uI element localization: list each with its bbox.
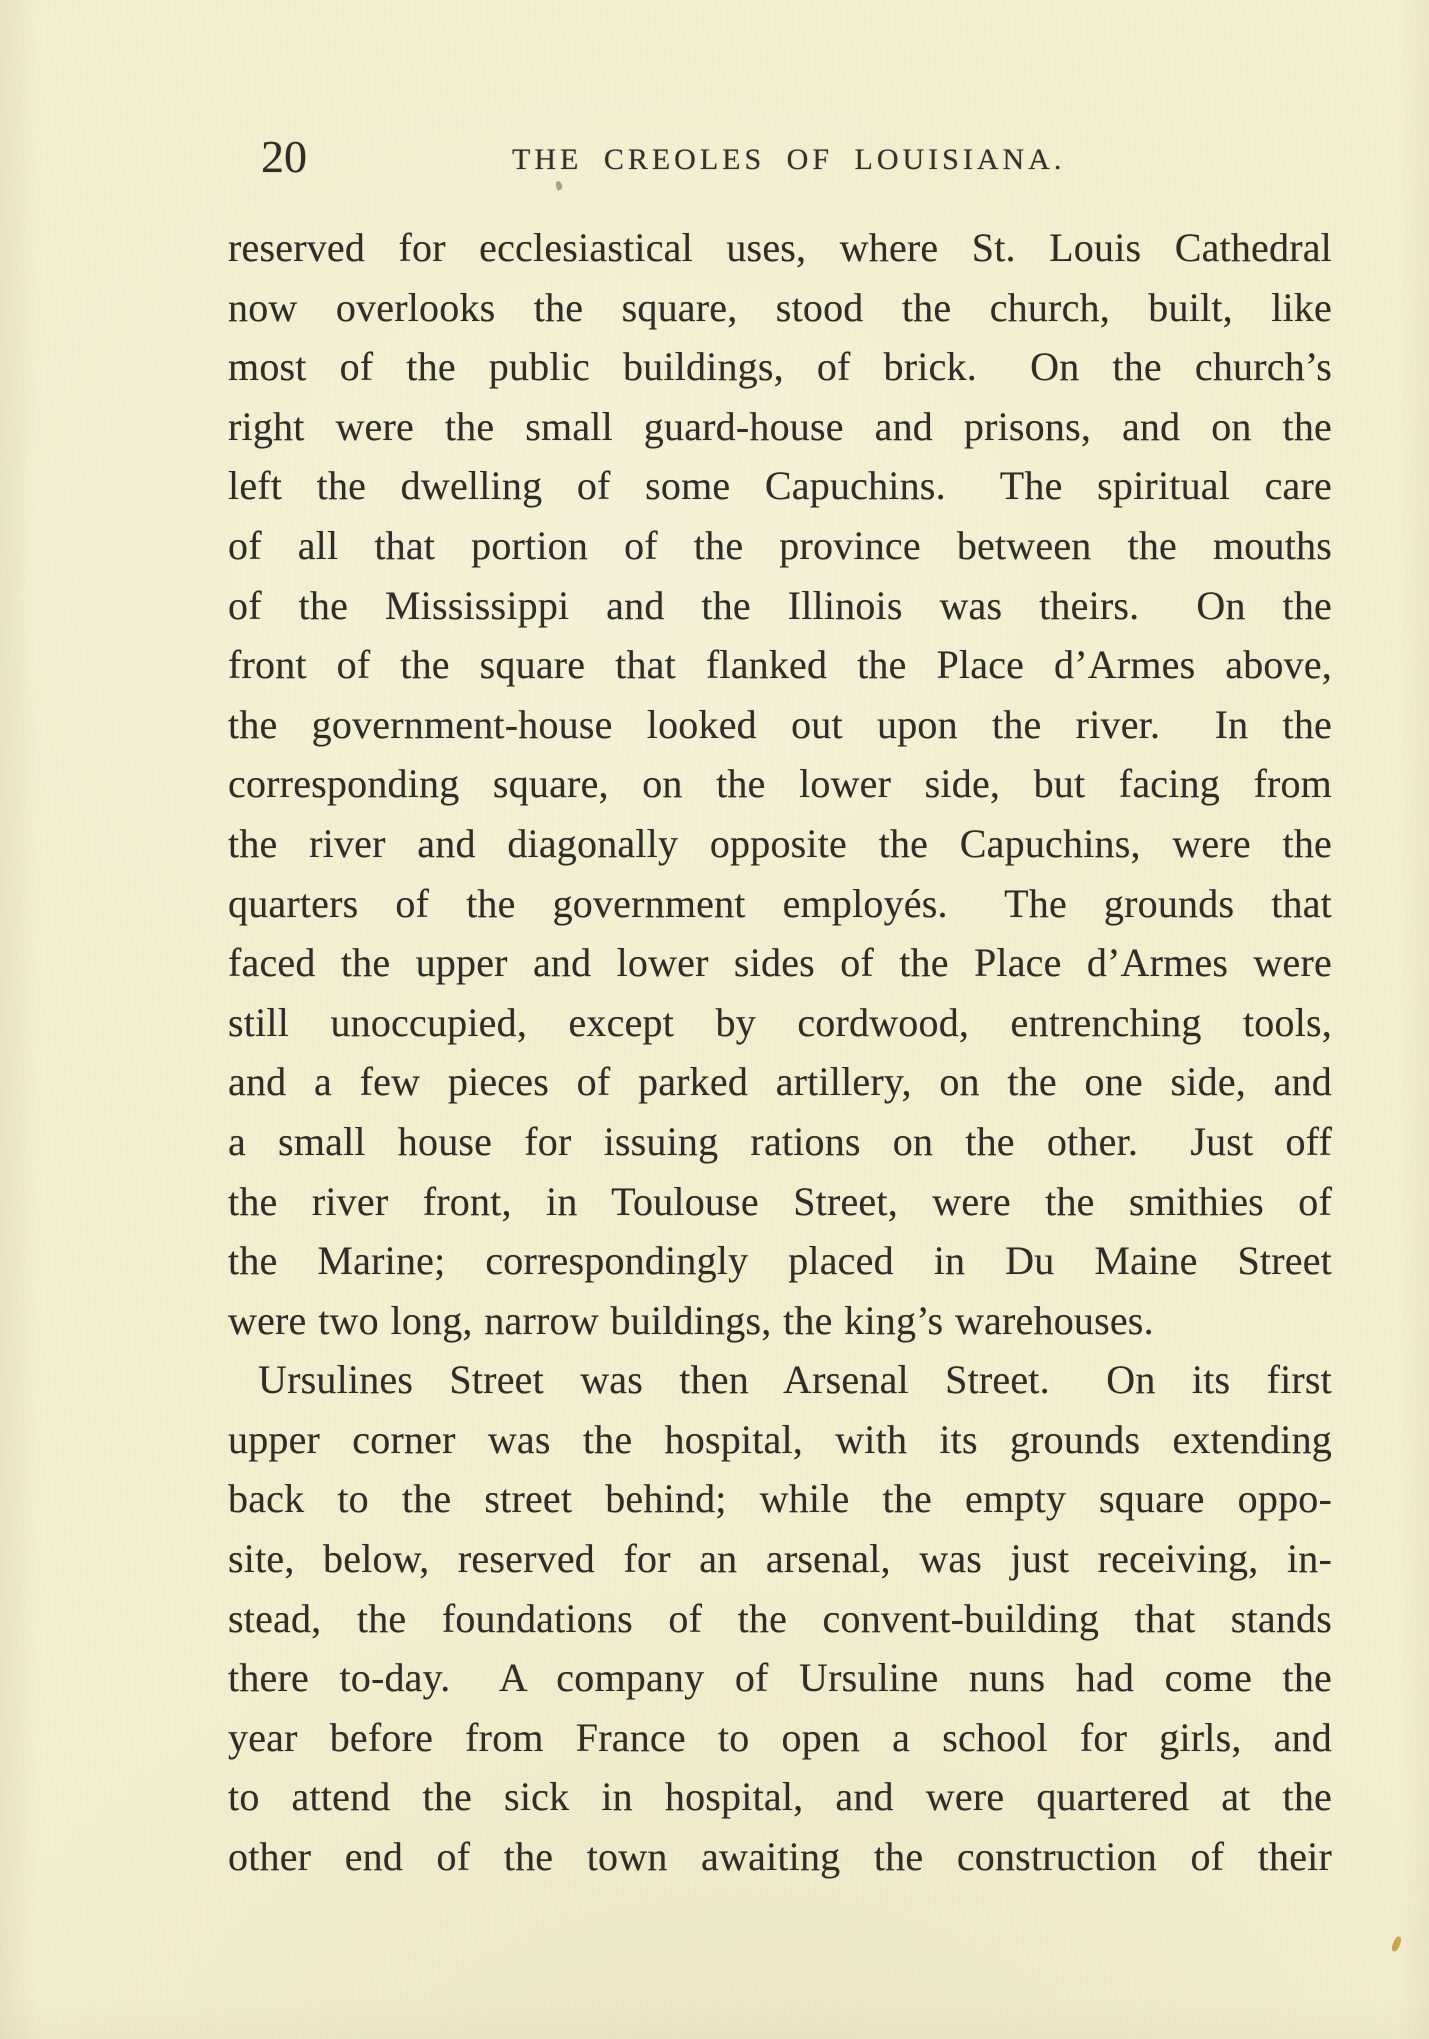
text-line: the Marine; correspondingly placed in Du Maine Street	[228, 1238, 1332, 1284]
text-line: front of the square that flanked the Place d’Armes above,	[228, 642, 1332, 688]
page-number: 20	[261, 131, 307, 182]
text-line: year before from France to open a school for girls, and	[228, 1714, 1332, 1760]
text-line: the river front, in Toulouse Street, were the smithies of	[228, 1178, 1332, 1224]
text-line: left the dwelling of some Capuchins. The spiritual care	[228, 463, 1332, 509]
text-line: the river and diagonally opposite the Capuchins, were the	[228, 820, 1332, 866]
text-line: faced the upper and lower sides of the Place d’Armes were	[228, 940, 1332, 986]
text-line: there to-day. A company of Ursuline nuns had come the	[228, 1655, 1332, 1701]
text-line: reserved for ecclesiastical uses, where St. Louis Cathedral	[228, 225, 1332, 270]
body-text	[228, 218, 1332, 1887]
text-line: and a few pieces of parked artillery, on the one side, and	[228, 1059, 1332, 1105]
text-line: quarters of the government employés. The grounds that	[228, 880, 1332, 926]
text-line: to attend the sick in hospital, and were quartered at the	[228, 1774, 1332, 1820]
text-line: back to the street behind; while the empty square oppo-	[228, 1476, 1332, 1522]
text-line: corresponding square, on the lower side, but facing from	[228, 761, 1332, 807]
text-line: of all that portion of the province between the mouths	[228, 522, 1332, 568]
text-line-paragraph-end: were two long, narrow buildings, the king’s warehouses.	[228, 1297, 1154, 1343]
gold-fleck-blemish	[1390, 1935, 1402, 1952]
text-line: right were the small guard-house and prisons, and on the	[228, 403, 1332, 449]
text-line: other end of the town awaiting the construction of their	[228, 1834, 1332, 1880]
text-line: site, below, reserved for an arsenal, was just receiving, in-	[228, 1536, 1332, 1582]
ink-blemish	[555, 180, 563, 190]
text-line: the government-house looked out upon the river. In the	[228, 701, 1332, 747]
text-line: most of the public buildings, of brick. On the church’s	[228, 344, 1332, 390]
text-line: stead, the foundations of the convent-building that stands	[228, 1595, 1332, 1641]
text-line: of the Mississippi and the Illinois was theirs. On the	[228, 582, 1332, 628]
running-head: THE CREOLES OF LOUISIANA.	[512, 143, 1066, 176]
text-line: now overlooks the square, stood the church, built, like	[228, 284, 1332, 330]
text-line-paragraph-start: Ursulines Street was then Arsenal Street. On its first	[258, 1357, 1332, 1403]
text-line: still unoccupied, except by cordwood, entrenching tools,	[228, 999, 1332, 1045]
text-line: upper corner was the hospital, with its grounds extending	[228, 1416, 1332, 1462]
text-line: a small house for issuing rations on the other. Just off	[228, 1118, 1332, 1164]
